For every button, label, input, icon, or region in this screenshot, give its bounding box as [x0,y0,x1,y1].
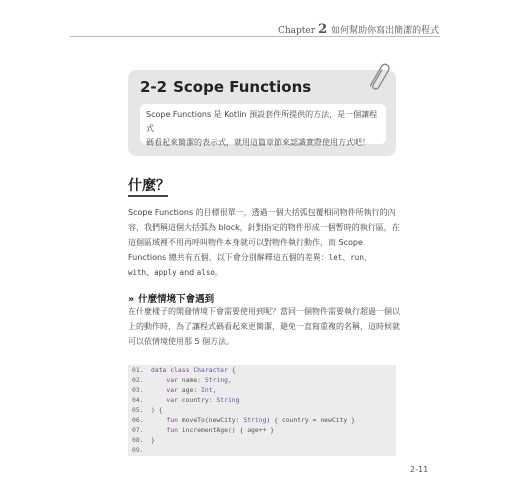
section-title [140,78,311,96]
when-paragraph: 在什麼樣子的開發情境下會需要使用到呢？當同一個物件需要執行超過一個以上的動作時，為了讓程式碼看起來更簡潔，避免一直寫重複的名稱，這時候就可以依情境使用那 5 個方法。 [128,307,400,346]
code-type: String [204,376,228,384]
what-paragraph-text: Scope Functions 的目標很單一，透過一個大括弧包覆相同物件所執行的內容，我們稱這個大括弧為 block，針對指定的物件形成一個暫時的執行區，在這個區域裡不用再呼叫物件本身就可以對物件執行動作，而 Scope Functions 總共有五個，以下會分別解釋這五個的差異： [128,208,400,262]
code-keyword: var [166,396,178,404]
period: 。 [214,268,223,277]
line-number: 06. [132,416,144,424]
line-number: 03. [132,386,144,394]
code-type: Int [201,386,213,394]
code-type: String [216,396,240,404]
section-number: 2-2 [140,78,168,96]
and-word: and [179,268,195,277]
what-paragraph [128,205,400,280]
fn-apply: apply [154,268,177,277]
header-rule [70,36,440,37]
line-number: 05. [132,406,144,414]
line-number: 01. [132,366,144,374]
chapter-title: 如何幫助你寫出簡潔的程式 [331,26,440,36]
section-title-text: Scope Functions [173,78,312,96]
code-keyword: var [166,386,178,394]
code-line [128,375,396,385]
code-text: , [227,376,232,384]
code-type: Character [189,366,228,374]
code-keyword: var [166,376,178,384]
sep-2: 、 [363,253,372,262]
code-text: age: [177,386,202,394]
code-text: incrementAge() { age++ } [177,426,275,434]
fn-with: with [128,268,147,277]
code-text: name: [177,376,205,384]
fn-let: let [328,253,343,262]
code-line [128,425,396,435]
line-number: 09. [132,446,144,454]
code-line [128,385,396,395]
code-text: ) { country = newCity } [266,416,355,424]
code-line [128,415,396,425]
section-description [140,104,386,154]
section-box [128,70,396,156]
page-number: 2-11 [410,465,429,474]
code-line [128,395,396,405]
section-description-box [140,104,386,147]
fn-also: also [196,268,215,277]
code-line [128,445,396,455]
page-header [0,22,520,42]
code-keyword: data class [151,366,190,374]
code-line [128,435,396,445]
line-number: 02. [132,376,144,384]
code-block [128,365,396,456]
line-number: 08. [132,436,144,444]
what-heading: 什麼？ [128,178,170,194]
code-keyword: fun [166,426,178,434]
double-chevron-icon: » [128,294,135,305]
section-description-line2: 碼看起來簡潔的表示式，就用這篇章節來認識實際使用方式吧！ [146,138,370,147]
code-text: { [227,366,236,374]
sep-1: 、 [342,253,351,262]
line-number: 04. [132,396,144,404]
section-description-line1: Scope Functions 是 Kotlin 預設套件所提供的方法，是一個讓程式 [146,110,378,133]
chapter-number: 2 [318,22,328,37]
fn-run: run [350,253,364,262]
chapter-word: Chapter [278,26,316,36]
what-heading-rule [128,195,168,197]
code-type: String [243,416,267,424]
code-line [128,365,396,375]
paperclip-icon [370,60,390,94]
sep-3: 、 [146,268,155,277]
when-heading-text: 什麼情境下會遇到 [138,294,215,305]
code-text: moveTo(newCity: [177,416,244,424]
chapter-header [278,22,439,37]
code-text: ) { [151,406,163,414]
code-keyword: fun [166,416,178,424]
code-text: } [151,436,155,444]
line-number: 07. [132,426,144,434]
when-heading [128,291,214,305]
code-text: country: [177,396,217,404]
code-line [128,405,396,415]
code-text: , [212,386,217,394]
